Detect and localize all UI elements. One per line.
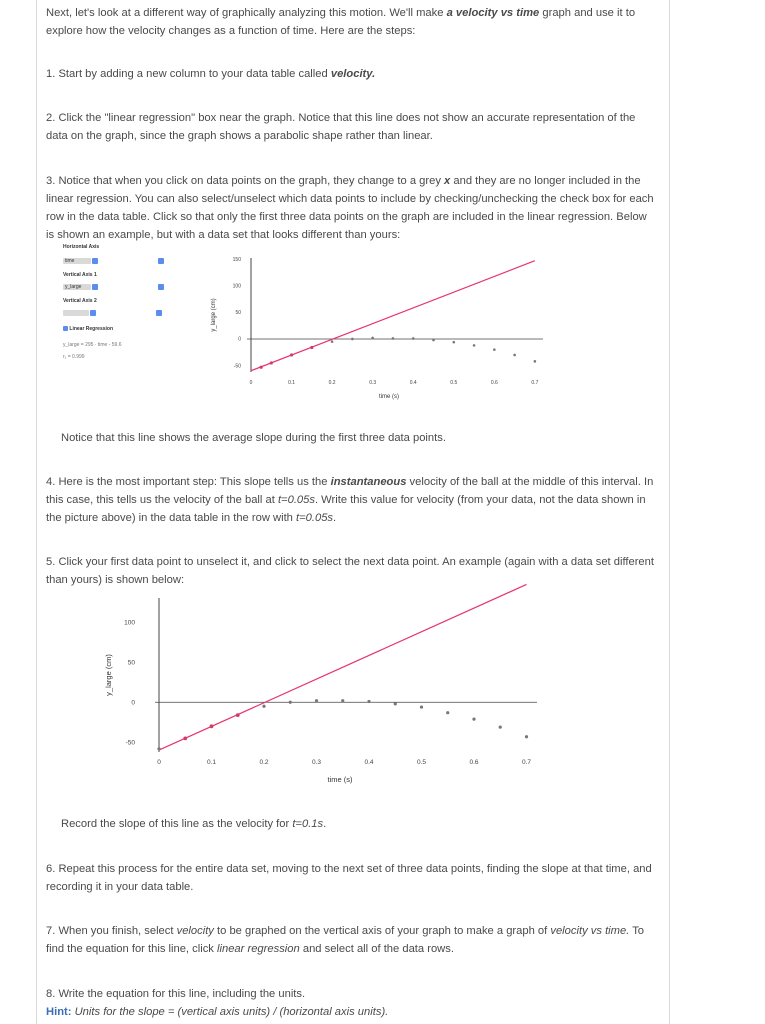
excluded-data-point: [157, 747, 160, 750]
x-axis-label: time (s): [379, 394, 399, 400]
excluded-data-point: [371, 337, 374, 340]
x-tick-label: 0.7: [531, 380, 539, 386]
excluded-data-point: [392, 337, 395, 340]
included-data-point: [310, 346, 313, 349]
y-tick-label: 50: [235, 310, 241, 317]
x-tick-label: 0.1: [206, 759, 217, 766]
excluded-data-point: [525, 735, 528, 738]
vertical-axis-1-select[interactable]: [63, 284, 164, 290]
excluded-data-point: [289, 701, 292, 704]
settings-icon[interactable]: [156, 310, 162, 316]
position-time-chart-2[interactable]: [61, 592, 537, 792]
excluded-data-point: [499, 726, 502, 729]
graph-control-panel: [63, 244, 173, 364]
horizontal-axis-label: Horizontal Axis: [63, 244, 100, 250]
excluded-data-point: [331, 340, 334, 343]
step-4: 4. Here is the most important step: This slope tells us the instantaneous velocity of the ball at the middle of this interval. In this case, this tells us the velocity of the ball at t=0.05s. Write this value for velocity (from your data, not the data shown in the picture above) in the data table in the row with t=0.05s.: [46, 476, 654, 524]
y-tick-label: 100: [124, 619, 135, 627]
hint: Hint: Units for the slope = (vertical axis units) / (horizontal axis units).: [46, 1006, 389, 1018]
included-data-point: [236, 713, 240, 717]
excluded-data-point: [446, 711, 449, 714]
excluded-data-point: [452, 341, 455, 344]
swap-icon: [92, 258, 98, 264]
settings-icon[interactable]: [158, 284, 164, 290]
vertical-axis-1-value: y_large: [63, 284, 91, 290]
y-axis-label: y_large (cm): [211, 298, 217, 332]
excluded-data-point: [534, 360, 537, 363]
step-8: 8. Write the equation for this line, including the units.: [46, 988, 306, 1000]
step-3: 3. Notice that when you click on data points on the graph, they change to a grey x and they are no longer included in the linear regression. You can also select/unselect which data points to include by checking/unchecking the check box for each row in the data table. Click so that only the first three data points on the graph are included in the linear regression. Below is shown an example, but with a data set that looks different than yours:: [46, 175, 654, 241]
x-axis-label: time (s): [327, 775, 353, 784]
excluded-data-point: [262, 705, 265, 708]
y-tick-label: -50: [233, 363, 241, 370]
x-tick-label: 0.1: [288, 380, 296, 386]
step-2: 2. Click the "linear regression" box near the graph. Notice that this line does not show an accurate representation of the data on the graph, since the graph shows a parabolic shape rather than linear.: [46, 112, 636, 142]
swap-icon: [90, 310, 96, 316]
excluded-data-point: [315, 699, 318, 702]
y-tick-label: 50: [127, 659, 135, 667]
x-tick-label: 0.2: [328, 380, 336, 386]
position-time-chart-1[interactable]: [167, 250, 539, 406]
settings-icon[interactable]: [158, 258, 164, 264]
x-tick-label: 0: [157, 759, 161, 766]
regression-equation: y_large = 295 · time - 59.6: [63, 342, 122, 348]
record-text: Record the slope of this line as the velocity for t=0.1s.: [61, 818, 327, 830]
x-tick-label: 0.5: [450, 380, 458, 386]
x-tick-label: 0.3: [369, 380, 377, 386]
checkbox-icon[interactable]: [63, 326, 68, 331]
excluded-data-point: [351, 338, 354, 341]
excluded-data-point: [412, 337, 415, 340]
y-tick-label: 0: [238, 336, 241, 343]
excluded-data-point: [341, 699, 344, 702]
step-7: 7. When you finish, select velocity to be graphed on the vertical axis of your graph to make a graph of velocity vs time. To find the equation for this line, click linear regression and select all of the data rows.: [46, 925, 645, 955]
y-tick-label: 150: [232, 256, 241, 263]
linear-regression-toggle[interactable]: [63, 326, 113, 332]
notice-text: Notice that this line shows the average slope during the first three data points.: [61, 432, 446, 444]
x-tick-label: 0.2: [259, 759, 269, 766]
included-data-point: [183, 736, 187, 740]
vertical-axis-2-select[interactable]: [63, 310, 162, 316]
x-tick-label: 0: [249, 380, 253, 386]
excluded-data-point: [472, 718, 475, 721]
linear-regression-label: Linear Regression: [69, 326, 114, 332]
intro-paragraph: Next, let's look at a different way of graphically analyzing this motion. We'll make a velocity vs time graph and use it to explore how the velocity changes as a function of time. Here are the steps:: [46, 7, 636, 37]
x-tick-label: 0.7: [521, 759, 532, 766]
included-data-point: [270, 361, 273, 364]
included-data-point: [260, 366, 263, 369]
swap-icon: [92, 284, 98, 290]
y-tick-label: -50: [125, 739, 135, 747]
excluded-data-point: [367, 700, 370, 703]
step-6: 6. Repeat this process for the entire data set, moving to the next set of three data points, finding the slope at that time, and recording it in your data table.: [46, 863, 652, 893]
x-tick-label: 0.6: [469, 759, 479, 766]
excluded-data-point: [432, 339, 435, 342]
horizontal-axis-value: time: [63, 258, 91, 264]
y-tick-label: 100: [232, 283, 241, 290]
excluded-data-point: [513, 354, 516, 357]
content-page: [36, 0, 670, 1024]
step-5: 5. Click your first data point to unselect it, and click to select the next data point. An example (again with a data set different than yours) is shown below:: [46, 556, 654, 586]
step-1: 1. Start by adding a new column to your data table called velocity.: [46, 68, 376, 80]
y-axis-label: y_large (cm): [104, 654, 113, 696]
excluded-data-point: [473, 344, 476, 347]
y-tick-label: 0: [131, 699, 135, 707]
horizontal-axis-select[interactable]: [63, 258, 164, 264]
regression-r-value: r₁ = 0.999: [63, 354, 85, 360]
excluded-data-point: [394, 702, 397, 705]
regression-line: [159, 584, 527, 750]
x-tick-label: 0.5: [416, 759, 427, 766]
excluded-data-point: [420, 705, 423, 708]
excluded-data-point: [493, 348, 496, 351]
vertical-axis-1-label: Vertical Axis 1: [63, 272, 97, 278]
x-tick-label: 0.3: [311, 759, 322, 766]
x-tick-label: 0.4: [409, 380, 417, 386]
included-data-point: [290, 353, 293, 356]
included-data-point: [210, 724, 214, 728]
x-tick-label: 0.4: [364, 759, 374, 766]
vertical-axis-2-label: Vertical Axis 2: [63, 298, 97, 304]
regression-line: [251, 261, 535, 371]
x-tick-label: 0.6: [490, 380, 498, 386]
